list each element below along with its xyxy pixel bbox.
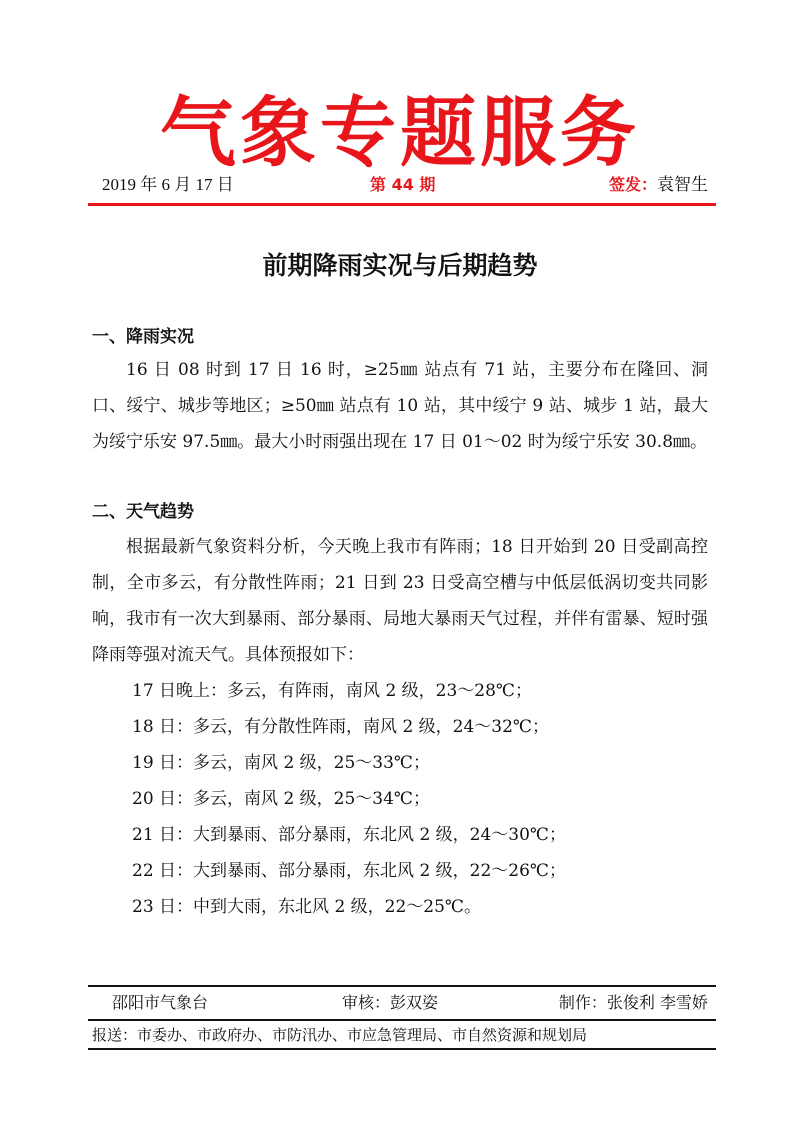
- footer-bottom-rule: [88, 1048, 716, 1050]
- masthead-title: 气象专题服务: [160, 88, 640, 177]
- forecast-item: 18 日：多云，有分散性阵雨，南风 2 级，24～32℃；: [132, 717, 549, 737]
- forecast-item: 21 日：大到暴雨、部分暴雨，东北风 2 级，24～30℃；: [132, 825, 566, 845]
- document-title: 前期降雨实况与后期趋势: [262, 251, 538, 280]
- issue-line: [92, 172, 708, 198]
- signer-label: 签发：: [608, 175, 657, 194]
- forecast-item: 23 日：中到大雨，东北风 2 级，22～25℃。: [132, 897, 481, 917]
- forecast-item: 19 日：多云，南风 2 级，25～33℃；: [132, 753, 430, 773]
- red-divider: [88, 203, 716, 206]
- issue-number: 第 44 期: [370, 175, 436, 194]
- footer-top-rule: [88, 985, 716, 987]
- footer-organization: 邵阳市气象台: [112, 993, 209, 1012]
- footer-credits: [92, 990, 708, 1016]
- trend-paragraph: 根据最新气象资料分析，今天晚上我市有阵雨；18 日开始到 20 日受副高控制，全市多云，有分散性阵雨；21 日到 23 日受高空槽与中低层低涡切变共同影响，我市有一次大到暴雨、部分暴雨、局地大暴雨天气过程，并伴有雷暴、短时强降雨等强对流天气。具体预报如下：: [92, 537, 708, 665]
- forecast-item: 22 日：大到暴雨、部分暴雨，东北风 2 级，22～26℃；: [132, 861, 566, 881]
- section-heading-trend: 二、天气趋势: [92, 502, 194, 522]
- forecast-item: 17 日晚上：多云，有阵雨，南风 2 级，23～28℃；: [132, 681, 532, 701]
- issue-signer: [609, 172, 708, 198]
- footer-reviewer: 审核：彭双姿: [342, 993, 439, 1012]
- forecast-list: [132, 673, 712, 925]
- footer-middle-rule: [88, 1019, 716, 1021]
- rainfall-paragraph: 16 日 08 时到 17 日 16 时，≥25㎜ 站点有 71 站，主要分布在隆回、洞口、绥宁、城步等地区；≥50㎜ 站点有 10 站，其中绥宁 9 站、城步 1 站，最大为绥宁乐安 97.5㎜。最大小时雨强出现在 17 日 01～02 时为绥宁乐安 30.8㎜。: [92, 360, 708, 452]
- signer-name: 袁智生: [657, 175, 708, 195]
- footer-makers: 制作：张俊利 李雪娇: [558, 993, 708, 1012]
- distribution-list: 报送：市委办、市政府办、市防汛办、市应急管理局、市自然资源和规划局: [92, 1026, 588, 1044]
- forecast-item: 20 日：多云，南风 2 级，25～34℃；: [132, 789, 430, 809]
- issue-date: 2019 年 6 月 17 日: [102, 175, 234, 194]
- section-heading-rainfall: 一、降雨实况: [92, 327, 194, 347]
